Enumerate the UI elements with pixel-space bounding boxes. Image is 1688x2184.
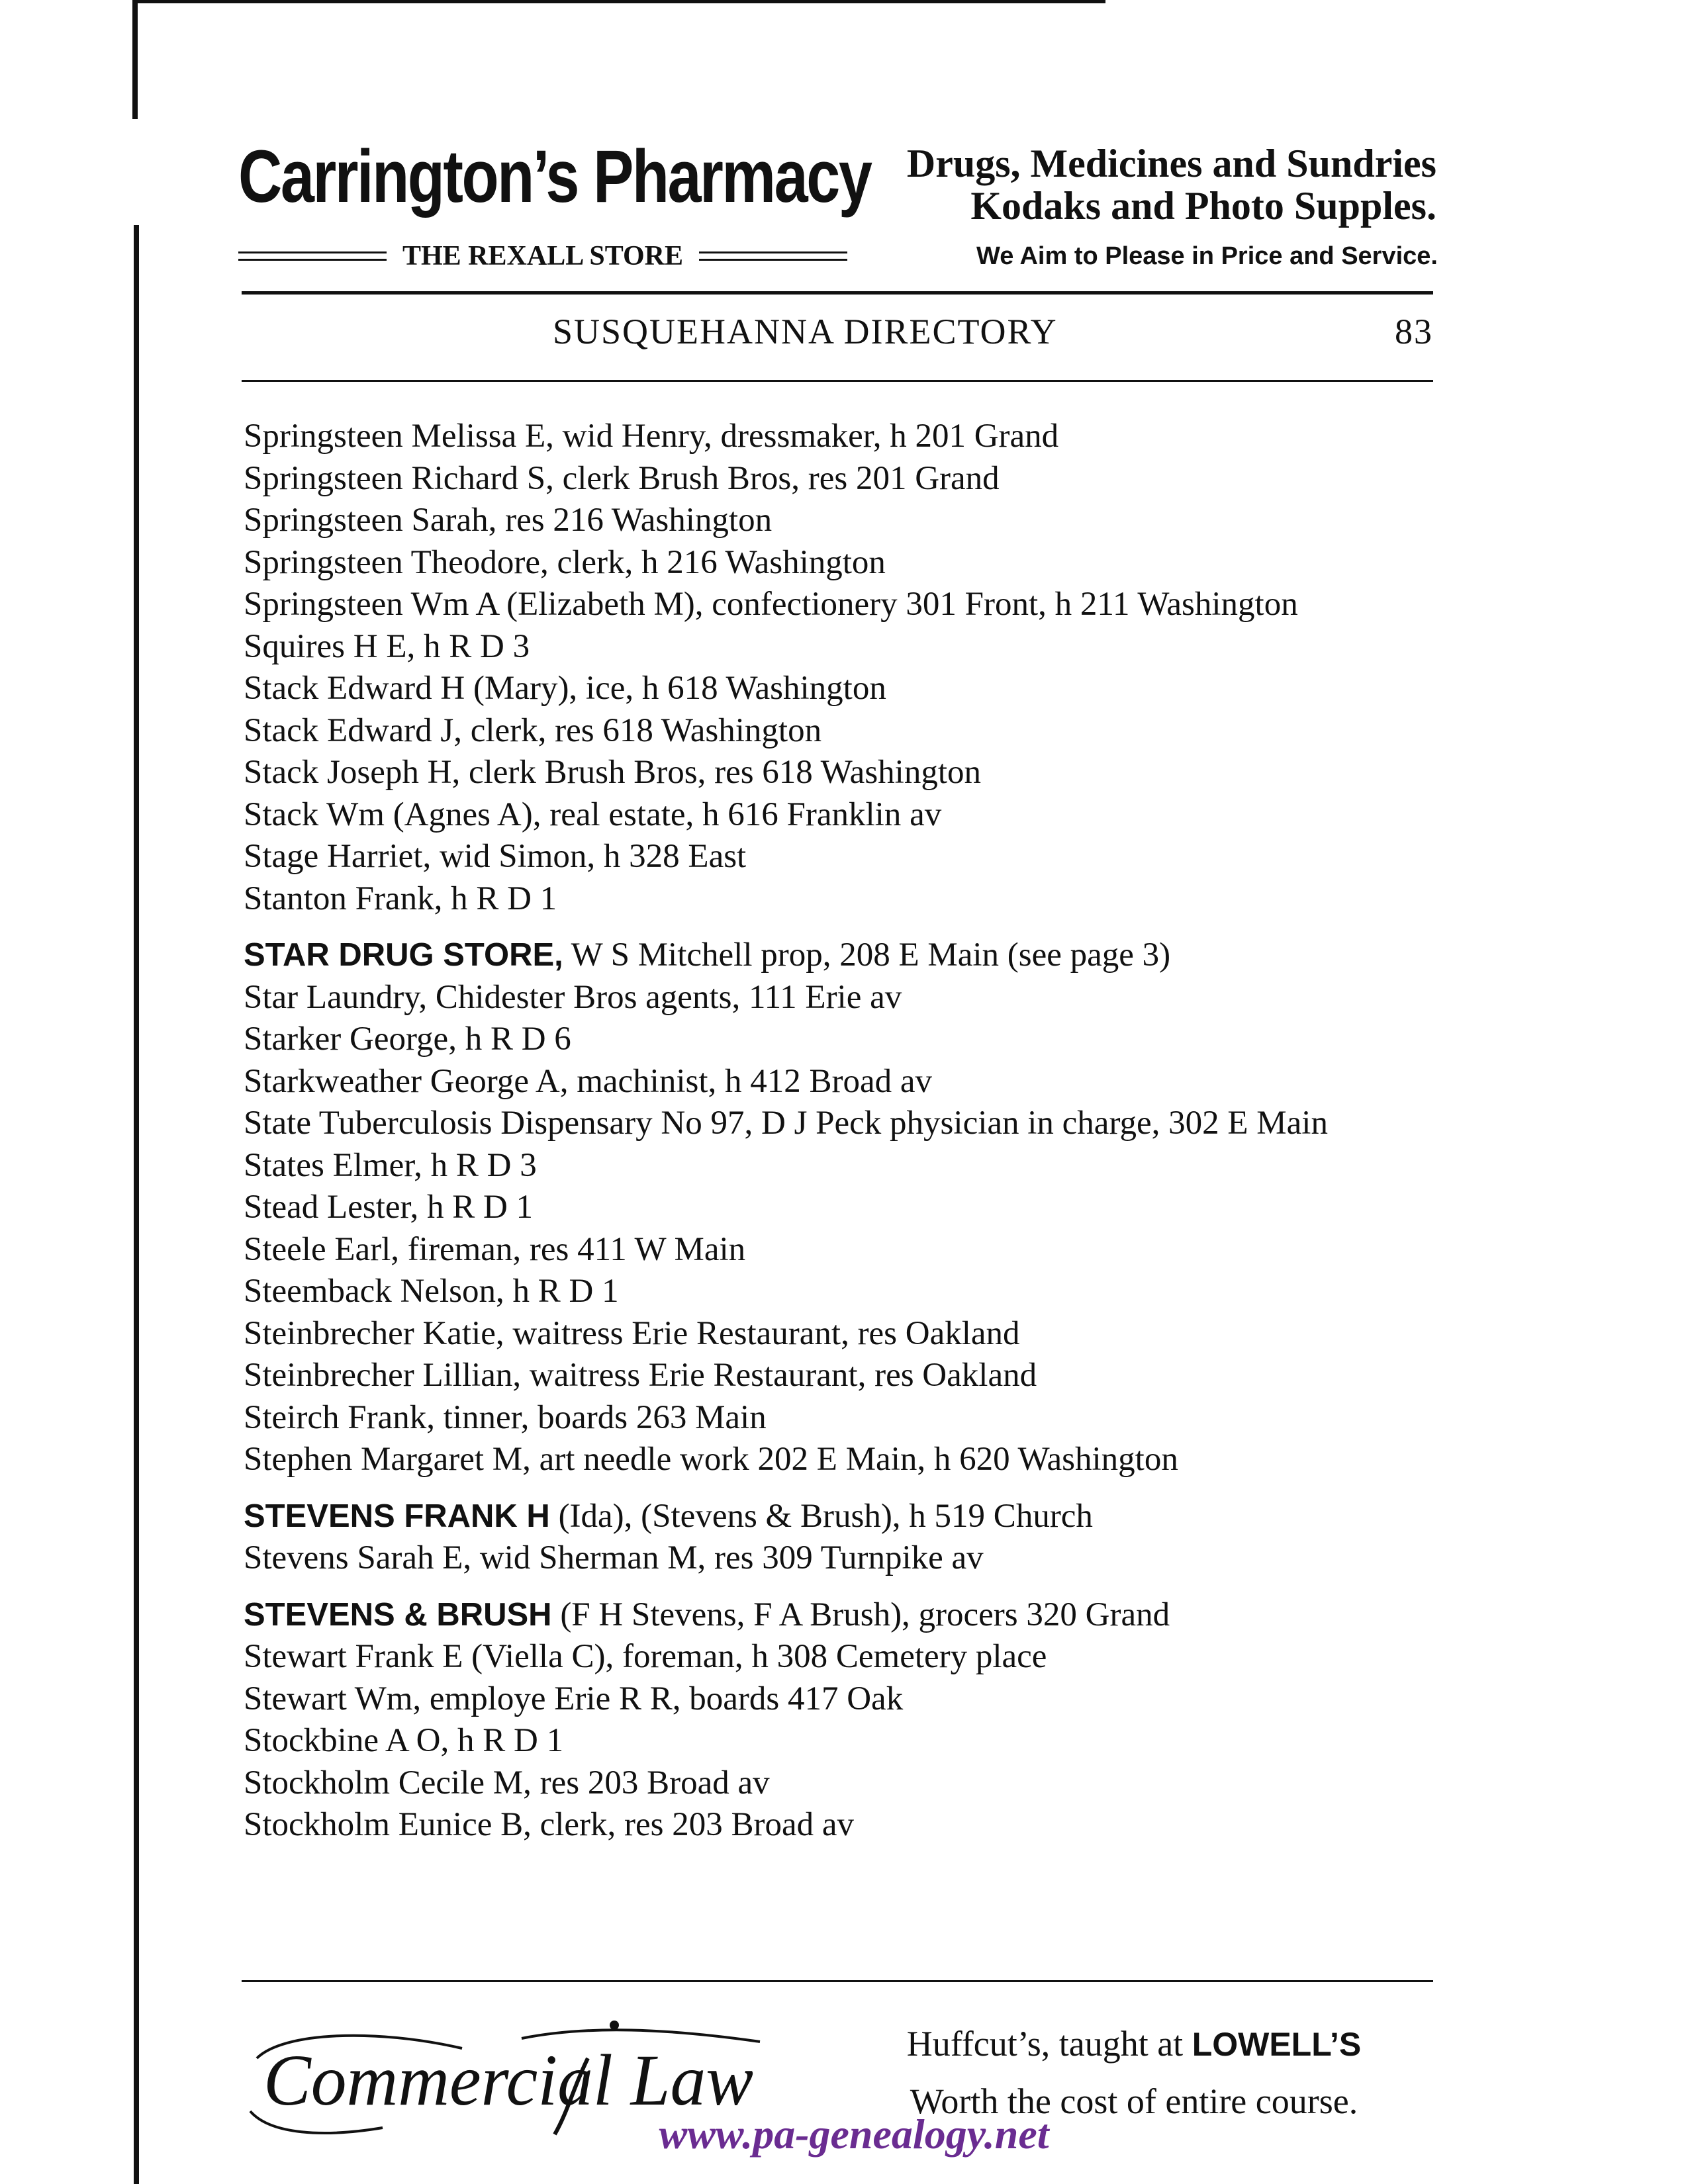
entry-text: Starkweather George A, machinist, h 412 Broad av [244,1062,933,1100]
entry-text: Springsteen Melissa E, wid Henry, dressmaker, h 201 Grand [244,418,1059,455]
directory-entry [244,1313,1448,1355]
scan-edge-left-lower [134,225,139,2184]
footer-ad-school: LOWELL’S [1192,2026,1362,2063]
entry-text: Springsteen Wm A (Elizabeth M), confectionery 301 Front, h 211 Washington [244,586,1298,623]
directory-entry [244,584,1448,626]
entry-text: Springsteen Sarah, res 216 Washington [244,502,773,539]
header-rule-top [242,291,1433,295]
entry-text: States Elmer, h R D 3 [244,1146,537,1184]
entry-text: Steinbrecher Lillian, waitress Erie Restaurant, res Oakland [244,1357,1037,1394]
entry-text: Squires H E, h R D 3 [244,627,530,665]
double-rule-left [238,251,387,261]
directory-entry [244,668,1448,710]
entry-text: Stewart Frank E (Viella C), foreman, h 308 Cemetery place [244,1638,1047,1675]
entry-text: Stockbine A O, h R D 1 [244,1722,564,1759]
entry-text: Springsteen Richard S, clerk Brush Bros, res 201 Grand [244,459,1000,497]
directory-entry [244,1804,1448,1846]
directory-entry [244,710,1448,752]
ad-subtitle-row [238,236,847,276]
entry-text: Stanton Frank, h R D 1 [244,880,557,917]
entry-text: Star Laundry, Chidester Bros agents, 111 Erie av [244,978,902,1016]
ad-slogan: We Aim to Please in Price and Service. [976,242,1438,270]
header-rule-bottom [242,380,1433,382]
entry-text: (F H Stevens, F A Brush), grocers 320 Grand [551,1596,1170,1633]
running-title: SUSQUEHANNA DIRECTORY [553,312,1058,351]
entry-bold-name: STEVENS & BRUSH [244,1596,552,1633]
entry-text: Steemback Nelson, h R D 1 [244,1273,619,1310]
page-number: 83 [1395,312,1433,351]
directory-entry [244,458,1448,500]
entry-text: Stephen Margaret M, art needle work 202 E Main, h 620 Washington [244,1441,1178,1478]
directory-entry [244,1229,1448,1271]
directory-entry [244,1496,1448,1538]
directory-entry [244,794,1448,837]
entry-text: Stevens Sarah E, wid Sherman M, res 309 Turnpike av [244,1539,984,1576]
directory-entry [244,1145,1448,1187]
footer-ad-line-2: Worth the cost of entire course. [910,2081,1358,2121]
entry-text: State Tuberculosis Dispensary No 97, D J Peck physician in charge, 302 E Main [244,1105,1328,1142]
directory-entries [244,416,1448,1846]
entry-text: Stack Edward H (Mary), ice, h 618 Washington [244,670,886,707]
entry-text: Springsteen Theodore, clerk, h 216 Washington [244,543,886,581]
ad-subtitle: THE REXALL STORE [402,241,684,271]
directory-entry [244,416,1448,458]
directory-entry [244,1762,1448,1805]
double-rule-right [699,251,847,261]
entry-text: Steele Earl, fireman, res 411 W Main [244,1230,746,1268]
entry-text: Starker George, h R D 6 [244,1021,571,1058]
directory-entry [244,878,1448,921]
directory-entry [244,1636,1448,1678]
footer-ad-line-1 [826,2015,1442,2073]
directory-entry [244,500,1448,542]
footer-rule [242,1980,1433,1982]
entry-text: Stead Lester, h R D 1 [244,1189,534,1226]
scan-edge-left [132,0,138,119]
directory-entry [244,1720,1448,1762]
directory-entry [244,934,1448,977]
entry-text: Stockholm Cecile M, res 203 Broad av [244,1764,770,1801]
directory-entry [244,542,1448,584]
ad-products-line-2: Kodaks and Photo Supples. [970,184,1436,228]
directory-entry [244,1537,1448,1580]
entry-text: Stack Wm (Agnes A), real estate, h 616 Franklin av [244,796,942,833]
directory-entry [244,1355,1448,1397]
entry-text: Steinbrecher Katie, waitress Erie Restaurant, res Oakland [244,1314,1020,1352]
directory-entry [244,836,1448,878]
directory-entry [244,977,1448,1019]
ad-title: Carrington’s Pharmacy [238,135,871,218]
entry-bold-name: STAR DRUG STORE, [244,937,563,973]
header-advertisement [238,136,1436,288]
directory-entry [244,1103,1448,1145]
directory-entry [244,752,1448,794]
directory-entry [244,1061,1448,1103]
logo-text: Commercial Law [263,2040,753,2120]
directory-entry [244,1439,1448,1481]
entry-text: Steirch Frank, tinner, boards 263 Main [244,1398,767,1436]
entry-text: Stack Joseph H, clerk Brush Bros, res 618 Washington [244,754,982,791]
running-head [242,311,1433,357]
directory-entry [244,1019,1448,1061]
entry-text: Stockholm Eunice B, clerk, res 203 Broad av [244,1806,855,1843]
footer-ad-line-1-text: Huffcut’s, taught at [906,2024,1192,2064]
directory-entry [244,1594,1448,1637]
ad-products [880,142,1436,227]
scan-edge-top [132,0,1105,3]
directory-entry [244,1271,1448,1313]
entry-text: (Ida), (Stevens & Brush), h 519 Church [549,1497,1093,1535]
entry-text: Stage Harriet, wid Simon, h 328 East [244,838,747,875]
entry-text: Stack Edward J, clerk, res 618 Washington [244,711,822,749]
ad-products-line-1: Drugs, Medicines and Sundries [906,142,1436,185]
directory-entry [244,626,1448,668]
entry-text: W S Mitchell prop, 208 E Main (see page 3) [563,936,1171,974]
directory-entry [244,1678,1448,1721]
entry-text: Stewart Wm, employe Erie R R, boards 417 Oak [244,1680,904,1717]
entry-bold-name: STEVENS FRANK H [244,1498,550,1534]
directory-entry [244,1397,1448,1439]
directory-entry [244,1187,1448,1229]
watermark-url: www.pa-genealogy.net [659,2111,1049,2158]
